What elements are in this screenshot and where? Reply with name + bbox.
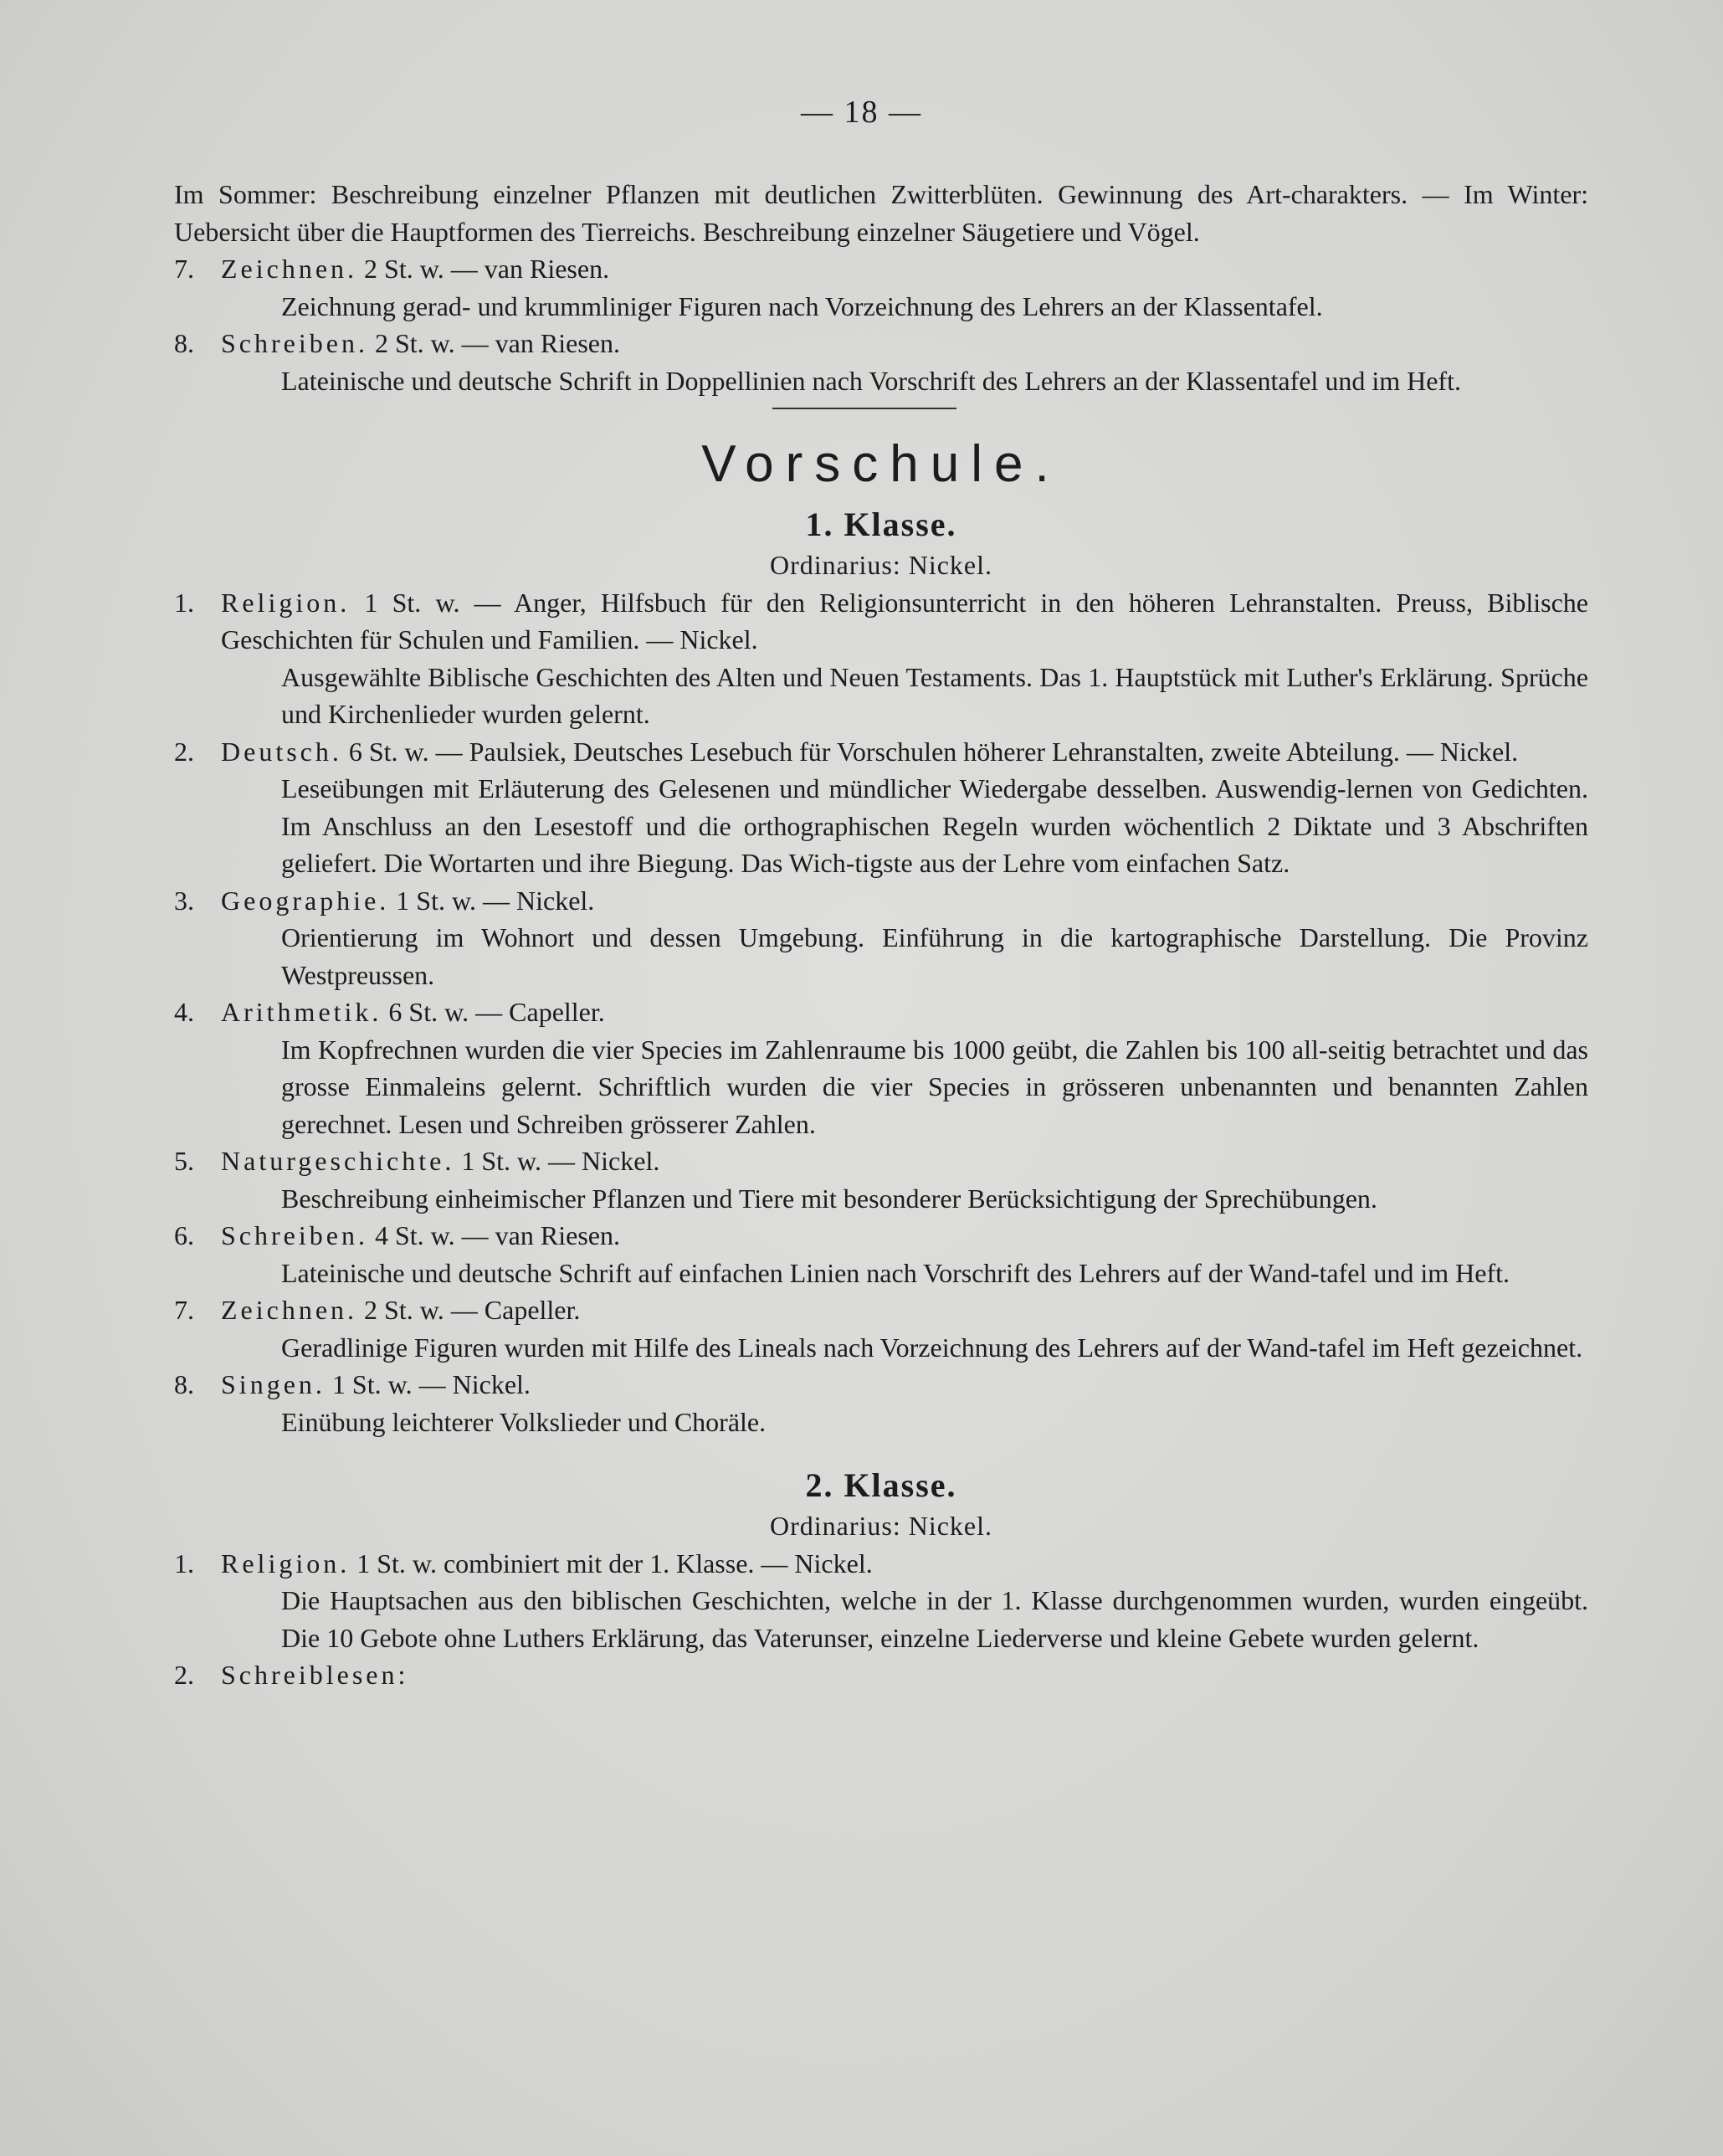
item-number: 2. bbox=[174, 1660, 194, 1690]
item-subject: Arithmetik. bbox=[221, 997, 382, 1027]
item-description: Leseübungen mit Erläuterung des Gelesenen und mündlicher Wiedergabe desselben. Auswendig-lernen von Gedichten. Im Anschluss an den Lesestoff und die orthographischen Regeln wurden wöchentlich 2 Diktate und 3 Abschriften geliefert. Die Wortarten und ihre Biegung. Das Wich-tigste aus der Lehre vom einfachen Satz. bbox=[281, 773, 1588, 878]
item-description: Ausgewählte Biblische Geschichten des Alten und Neuen Testaments. Das 1. Hauptstück mit Luther's Erklärung. Sprüche und Kirchenlieder wurden gelernt. bbox=[281, 661, 1588, 729]
item-number: 1. bbox=[174, 587, 194, 618]
item-subject: Schreiben. bbox=[221, 1220, 368, 1250]
klasse1-ordinarius: Ordinarius: Nickel. bbox=[769, 550, 993, 580]
item-subject: Geographie. bbox=[221, 885, 390, 916]
section-divider bbox=[772, 408, 956, 409]
item-description: Einübung leichterer Volkslieder und Choräle. bbox=[281, 1406, 767, 1437]
klasse1-list bbox=[174, 584, 1588, 1441]
page-content bbox=[174, 176, 1588, 1694]
item-description: Zeichnung gerad- und krummliniger Figuren nach Vorzeichnung des Lehrers an der Klassentafel. bbox=[281, 290, 1323, 321]
item-info: 4 St. w. — van Riesen. bbox=[374, 1220, 620, 1250]
item-number: 2. bbox=[174, 736, 194, 767]
item-subject: Schreiben. bbox=[221, 328, 368, 358]
list-item bbox=[174, 1142, 1588, 1217]
list-item bbox=[174, 1217, 1588, 1291]
item-info: 2 St. w. — van Riesen. bbox=[374, 328, 620, 358]
item-subject: Zeichnen. bbox=[221, 1295, 358, 1325]
item-description: Im Kopfrechnen wurden die vier Species im Zahlenraume bis 1000 geübt, die Zahlen bis 100 all-seitig betrachtet und das grosse Einmaleins gelernt. Schriftlich wurden die vier Species in grösseren unbenannten und benannten Zahlen gerechnet. Lesen und Schreiben grösserer Zahlen. bbox=[281, 1034, 1588, 1139]
item-info: 1 St. w. — Nickel. bbox=[396, 885, 595, 916]
item-number: 3. bbox=[174, 885, 194, 916]
list-item bbox=[174, 1656, 1588, 1694]
list-item bbox=[174, 882, 1588, 994]
list-item bbox=[174, 1291, 1588, 1366]
item-description: Lateinische und deutsche Schrift in Doppellinien nach Vorschrift des Lehrers an der Klassentafel und im Heft. bbox=[281, 365, 1461, 396]
klasse2-title: 2. Klasse. bbox=[805, 1466, 957, 1504]
page-number: — 18 — bbox=[801, 95, 922, 130]
item-number: 5. bbox=[174, 1146, 194, 1176]
section-title: Vorschule. bbox=[701, 435, 1061, 493]
item-description: Lateinische und deutsche Schrift auf einfachen Linien nach Vorschrift des Lehrers auf der Wand-tafel und im Heft. bbox=[281, 1257, 1510, 1288]
list-item bbox=[174, 250, 1588, 325]
item-number: 8. bbox=[174, 328, 194, 358]
item-number: 4. bbox=[174, 997, 194, 1027]
item-description: Orientierung im Wohnort und dessen Umgebung. Einführung in die kartographische Darstellung. Die Provinz Westpreussen. bbox=[281, 922, 1588, 990]
item-info: 1 St. w. — Anger, Hilfsbuch für den Religionsunterricht in den höheren Lehranstalten. Preuss, Biblische Geschichten für Schulen und Familien. — Nickel. bbox=[221, 587, 1589, 654]
intro-paragraph: Im Sommer: Beschreibung einzelner Pflanzen mit deutlichen Zwitterblüten. Gewinnung des Art-charakters. — Im Winter: Uebersicht über die Hauptformen des Tierreichs. Beschreibung einzelner Säugetiere und Vögel. bbox=[174, 179, 1588, 247]
item-info: 2 St. w. — Capeller. bbox=[364, 1295, 581, 1325]
item-subject: Zeichnen. bbox=[221, 254, 358, 284]
item-subject: Schreiblesen: bbox=[221, 1660, 409, 1690]
item-info: 6 St. w. — Paulsiek, Deutsches Lesebuch für Vorschulen höherer Lehranstalten, zweite Abteilung. — Nickel. bbox=[348, 736, 1519, 767]
item-number: 7. bbox=[174, 254, 194, 284]
item-description: Die Hauptsachen aus den biblischen Geschichten, welche in der 1. Klasse durchgenommen wurden, wurden eingeübt. Die 10 Gebote ohne Luthers Erklärung, das Vaterunser, einzelne Liederverse und kleine Gebete wurden gelernt. bbox=[281, 1585, 1588, 1653]
item-subject: Religion. bbox=[221, 587, 351, 618]
item-info: 1 St. w. — Nickel. bbox=[331, 1369, 531, 1399]
item-subject: Religion. bbox=[221, 1548, 351, 1578]
klasse2-list bbox=[174, 1545, 1588, 1694]
item-description: Geradlinige Figuren wurden mit Hilfe des Lineals nach Vorzeichnung des Lehrers auf der Wand-tafel im Heft gezeichnet. bbox=[281, 1332, 1583, 1363]
item-subject: Deutsch. bbox=[221, 736, 342, 767]
list-item bbox=[174, 1366, 1588, 1440]
list-item bbox=[174, 993, 1588, 1142]
item-subject: Singen. bbox=[221, 1369, 326, 1399]
klasse1-title: 1. Klasse. bbox=[805, 506, 957, 543]
item-description: Beschreibung einheimischer Pflanzen und Tiere mit besonderer Berücksichtigung der Sprechübungen. bbox=[281, 1183, 1377, 1214]
klasse2-ordinarius: Ordinarius: Nickel. bbox=[769, 1511, 993, 1541]
item-number: 7. bbox=[174, 1295, 194, 1325]
item-number: 6. bbox=[174, 1220, 194, 1250]
list-item bbox=[174, 733, 1588, 882]
list-item bbox=[174, 584, 1589, 733]
item-number: 1. bbox=[174, 1548, 194, 1578]
item-info: 1 St. w. combiniert mit der 1. Klasse. — Nickel. bbox=[356, 1548, 873, 1578]
item-info: 6 St. w. — Capeller. bbox=[388, 997, 605, 1027]
item-subject: Naturgeschichte. bbox=[221, 1146, 455, 1176]
item-info: 2 St. w. — van Riesen. bbox=[364, 254, 610, 284]
item-number: 8. bbox=[174, 1369, 194, 1399]
list-item bbox=[174, 1545, 1588, 1657]
item-info: 1 St. w. — Nickel. bbox=[461, 1146, 660, 1176]
list-item bbox=[174, 325, 1588, 399]
